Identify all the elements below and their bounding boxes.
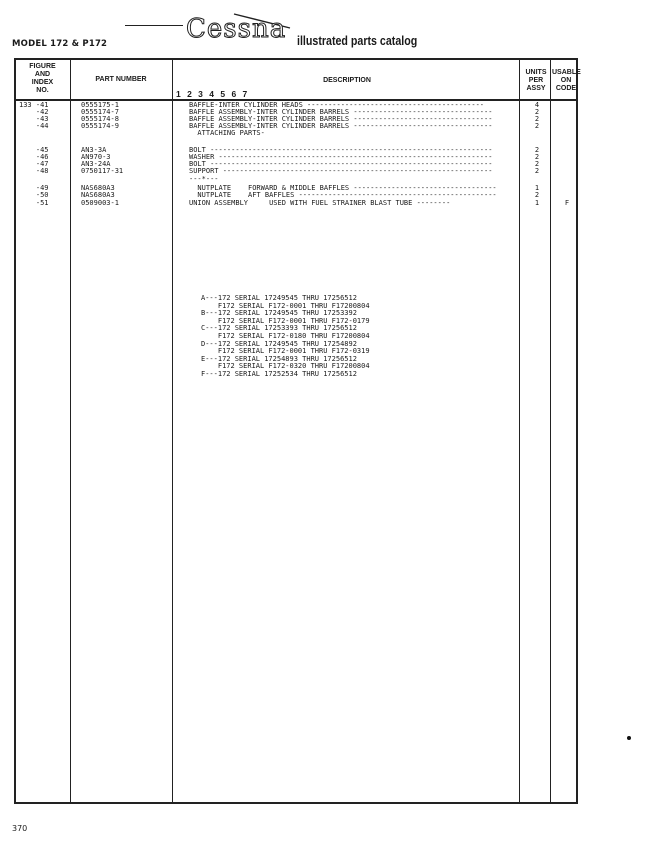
header-description: DESCRIPTION bbox=[323, 77, 371, 84]
header-usable: USABLE ON CODE bbox=[552, 69, 581, 92]
serial-note-line: F---172 SERIAL 17252534 THRU 17256512 bbox=[201, 369, 357, 378]
units-per-assy-cell: 2 bbox=[534, 146, 540, 154]
units-per-assy-cell: 2 bbox=[534, 108, 540, 116]
figure-index-cell: -49 bbox=[19, 184, 49, 192]
figure-index-cell: -50 bbox=[19, 191, 49, 199]
description-cell: ---*--- bbox=[189, 176, 219, 183]
part-number-cell: 0555175-1 bbox=[81, 101, 119, 109]
serial-note-line: F172 SERIAL F172-0180 THRU F17200804 bbox=[201, 331, 370, 340]
figure-index-cell: -51 bbox=[19, 199, 49, 207]
serial-note-line: F172 SERIAL F172-0320 THRU F17200804 bbox=[201, 362, 370, 371]
figure-index-cell: 133 -41 bbox=[19, 101, 49, 109]
scan-mark bbox=[627, 736, 631, 740]
serial-note-line: F172 SERIAL F172-0001 THRU F172-0319 bbox=[201, 347, 370, 356]
description-cell: BAFFLE-INTER CYLINDER HEADS ------------------------------------------ bbox=[189, 102, 485, 109]
parts-table bbox=[14, 58, 581, 804]
units-per-assy-cell: 1 bbox=[534, 199, 540, 207]
serial-note-line: B---172 SERIAL 17249545 THRU 17253392 bbox=[201, 309, 357, 318]
description-cell: NUTPLATE AFT BAFFLES ----------------------------------------------- bbox=[189, 192, 497, 199]
serial-note-line: E---172 SERIAL 17254893 THRU 17256512 bbox=[201, 354, 357, 363]
catalog-title: illustrated parts catalog bbox=[297, 33, 418, 48]
description-cell: BAFFLE ASSEMBLY-INTER CYLINDER BARRELS --------------------------------- bbox=[189, 116, 493, 123]
figure-index-cell: -43 bbox=[19, 115, 49, 123]
header-part-number: PART NUMBER bbox=[95, 76, 147, 83]
figure-index-cell: -42 bbox=[19, 108, 49, 116]
description-cell: UNION ASSEMBLY USED WITH FUEL STRAINER BLAST TUBE -------- bbox=[189, 200, 451, 207]
description-cell: ATTACHING PARTS- bbox=[189, 130, 265, 137]
figure-index-cell: -45 bbox=[19, 146, 49, 154]
part-number-cell: 0555174-9 bbox=[81, 122, 119, 130]
part-number-cell: AN970-3 bbox=[81, 153, 111, 161]
serial-note-line: C---172 SERIAL 17253393 THRU 17256512 bbox=[201, 324, 357, 333]
part-number-cell: 0750117-31 bbox=[81, 167, 124, 175]
part-number-cell: 0509003-1 bbox=[81, 199, 119, 207]
logo-rule bbox=[125, 25, 183, 26]
description-cell: BAFFLE ASSEMBLY-INTER CYLINDER BARRELS --------------------------------- bbox=[189, 109, 493, 116]
units-per-assy-cell: 2 bbox=[534, 160, 540, 168]
table-row bbox=[16, 130, 576, 138]
serial-note-line: F172 SERIAL F172-0001 THRU F172-0179 bbox=[201, 316, 370, 325]
units-per-assy-cell: 2 bbox=[534, 153, 540, 161]
table-row bbox=[16, 168, 576, 176]
units-per-assy-cell: 2 bbox=[534, 167, 540, 175]
part-number-cell: 0555174-8 bbox=[81, 115, 119, 123]
serial-note-line: A---172 SERIAL 17249545 THRU 17256512 bbox=[201, 294, 357, 302]
units-per-assy-cell: 4 bbox=[534, 101, 540, 109]
figure-index-cell: -47 bbox=[19, 160, 49, 168]
header-figure: FIGURE AND INDEX NO. bbox=[29, 63, 56, 94]
serial-notes bbox=[201, 295, 370, 379]
part-number-cell: AN3-3A bbox=[81, 146, 107, 154]
figure-index-cell: -46 bbox=[19, 153, 49, 161]
units-per-assy-cell: 2 bbox=[534, 122, 540, 130]
description-cell: BOLT ------------------------------------------------------------------- bbox=[189, 147, 493, 154]
part-number-cell: AN3-24A bbox=[81, 160, 111, 168]
model-title: MODEL 172 & P172 bbox=[12, 39, 108, 49]
header-indent-levels: 1 2 3 4 5 6 7 bbox=[176, 89, 250, 99]
description-cell: BAFFLE ASSEMBLY-INTER CYLINDER BARRELS --------------------------------- bbox=[189, 123, 493, 130]
usable-code-cell: F bbox=[564, 199, 570, 207]
table-row bbox=[16, 176, 576, 184]
part-number-cell: NAS680A3 bbox=[81, 184, 115, 192]
table-row bbox=[16, 200, 576, 208]
serial-note-line: D---172 SERIAL 17249545 THRU 17254892 bbox=[201, 339, 357, 348]
serial-note-line: F172 SERIAL F172-0001 THRU F17200804 bbox=[201, 301, 370, 310]
header-units: UNITS PER ASSY bbox=[525, 69, 547, 92]
description-cell: NUTPLATE FORWARD & MIDDLE BAFFLES ---------------------------------- bbox=[189, 185, 497, 192]
units-per-assy-cell: 2 bbox=[534, 191, 540, 199]
figure-index-cell: -48 bbox=[19, 167, 49, 175]
brand-logo: Cessna bbox=[186, 14, 287, 44]
page-number: 370 bbox=[12, 824, 28, 833]
description-cell: SUPPORT ---------------------------------------------------------------- bbox=[189, 168, 493, 175]
units-per-assy-cell: 1 bbox=[534, 184, 540, 192]
part-number-cell: NAS680A3 bbox=[81, 191, 115, 199]
units-per-assy-cell: 2 bbox=[534, 115, 540, 123]
figure-index-cell: -44 bbox=[19, 122, 49, 130]
part-number-cell: 0555174-7 bbox=[81, 108, 119, 116]
description-cell: BOLT ------------------------------------------------------------------- bbox=[189, 161, 493, 168]
description-cell: WASHER ----------------------------------------------------------------- bbox=[189, 154, 493, 161]
